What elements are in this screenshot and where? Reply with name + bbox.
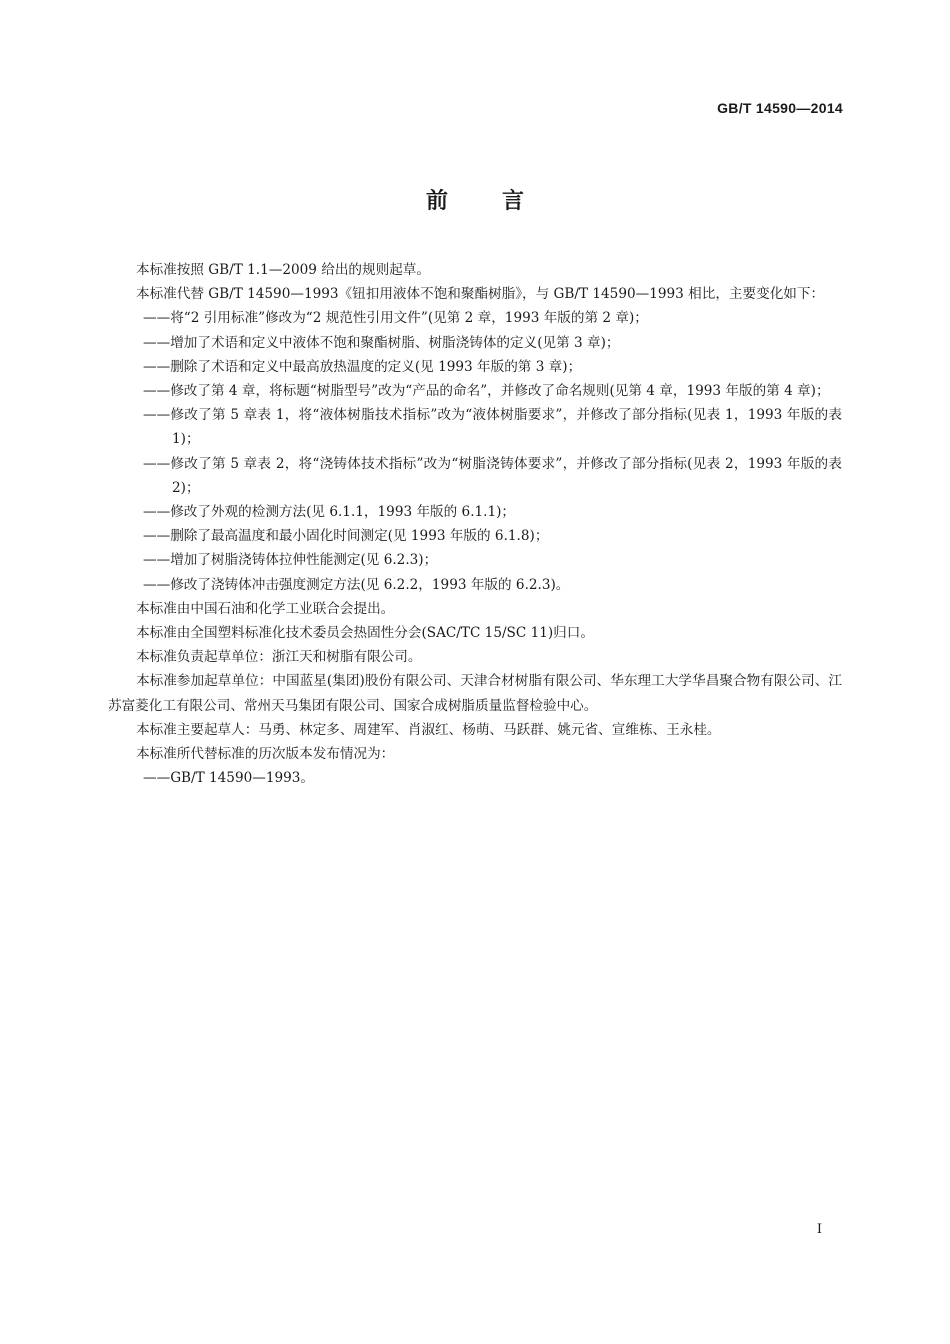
history-list <box>108 766 842 790</box>
history-intro-paragraph: 本标准所代替标准的历次版本发布情况为： <box>136 746 395 763</box>
participating-drafters-paragraph: 本标准参加起草单位：中国蓝星(集团)股份有限公司、天津合材树脂有限公司、华东理工大学华昌聚合物有限公司、江苏富菱化工有限公司、常州天马集团有限公司、国家合成树脂质量监督检验中心。 <box>108 673 842 714</box>
responsible-drafter-paragraph: 本标准负责起草单位：浙江天和树脂有限公司。 <box>136 649 422 666</box>
change-item: ——增加了树脂浇铸体拉伸性能测定(见 6.2.3)； <box>143 552 438 569</box>
proposer-paragraph: 本标准由中国石油和化学工业联合会提出。 <box>136 600 395 617</box>
changes-list <box>108 306 842 596</box>
change-item: ——修改了浇铸体冲击强度测定方法(见 6.2.2，1993 年版的 6.2.3)。 <box>143 576 570 593</box>
change-item: ——修改了外观的检测方法(见 6.1.1，1993 年版的 6.1.1)； <box>143 504 516 521</box>
change-item: ——修改了第 4 章，将标题“树脂型号”改为“产品的命名”，并修改了命名规则(见第 4 章，1993 年版的第 4 章)； <box>143 383 830 400</box>
replacement-paragraph: 本标准代替 GB/T 14590—1993《钮扣用液体不饱和聚酯树脂》，与 GB/T 14590—1993 相比，主要变化如下： <box>136 286 825 303</box>
drafting-rule-paragraph: 本标准按照 GB/T 1.1—2009 给出的规则起草。 <box>136 262 430 278</box>
change-item: ——修改了第 5 章表 1，将“液体树脂技术指标”改为“液体树脂要求”，并修改了部分指标(见表 1，1993 年版的表 1)； <box>143 407 842 448</box>
page-title: 前言 <box>425 189 578 214</box>
change-item: ——将“2 引用标准”修改为“2 规范性引用文件”(见第 2 章，1993 年版的第 2 章)； <box>143 310 648 327</box>
foreword-body <box>108 258 842 790</box>
history-item: ——GB/T 14590—1993。 <box>143 770 315 787</box>
change-item: ——增加了术语和定义中液体不饱和聚酯树脂、树脂浇铸体的定义(见第 3 章)； <box>143 334 620 351</box>
main-drafters-paragraph: 本标准主要起草人：马勇、林定多、周建军、肖淑红、杨萌、马跃群、姚元省、宣维栋、王永桂。 <box>136 721 721 738</box>
change-item: ——删除了术语和定义中最高放热温度的定义(见 1993 年版的第 3 章)； <box>143 358 582 375</box>
committee-paragraph: 本标准由全国塑料标准化技术委员会热固性分会(SAC/TC 15/SC 11)归口。 <box>136 625 594 642</box>
change-item: ——修改了第 5 章表 2，将“浇铸体技术指标”改为“树脂浇铸体要求”，并修改了部分指标(见表 2，1993 年版的表 2)； <box>143 455 842 496</box>
standard-number: GB/T 14590—2014 <box>717 100 843 116</box>
change-item: ——删除了最高温度和最小固化时间测定(见 1993 年版的 6.1.8)； <box>143 528 549 545</box>
page-number: I <box>816 1222 822 1237</box>
